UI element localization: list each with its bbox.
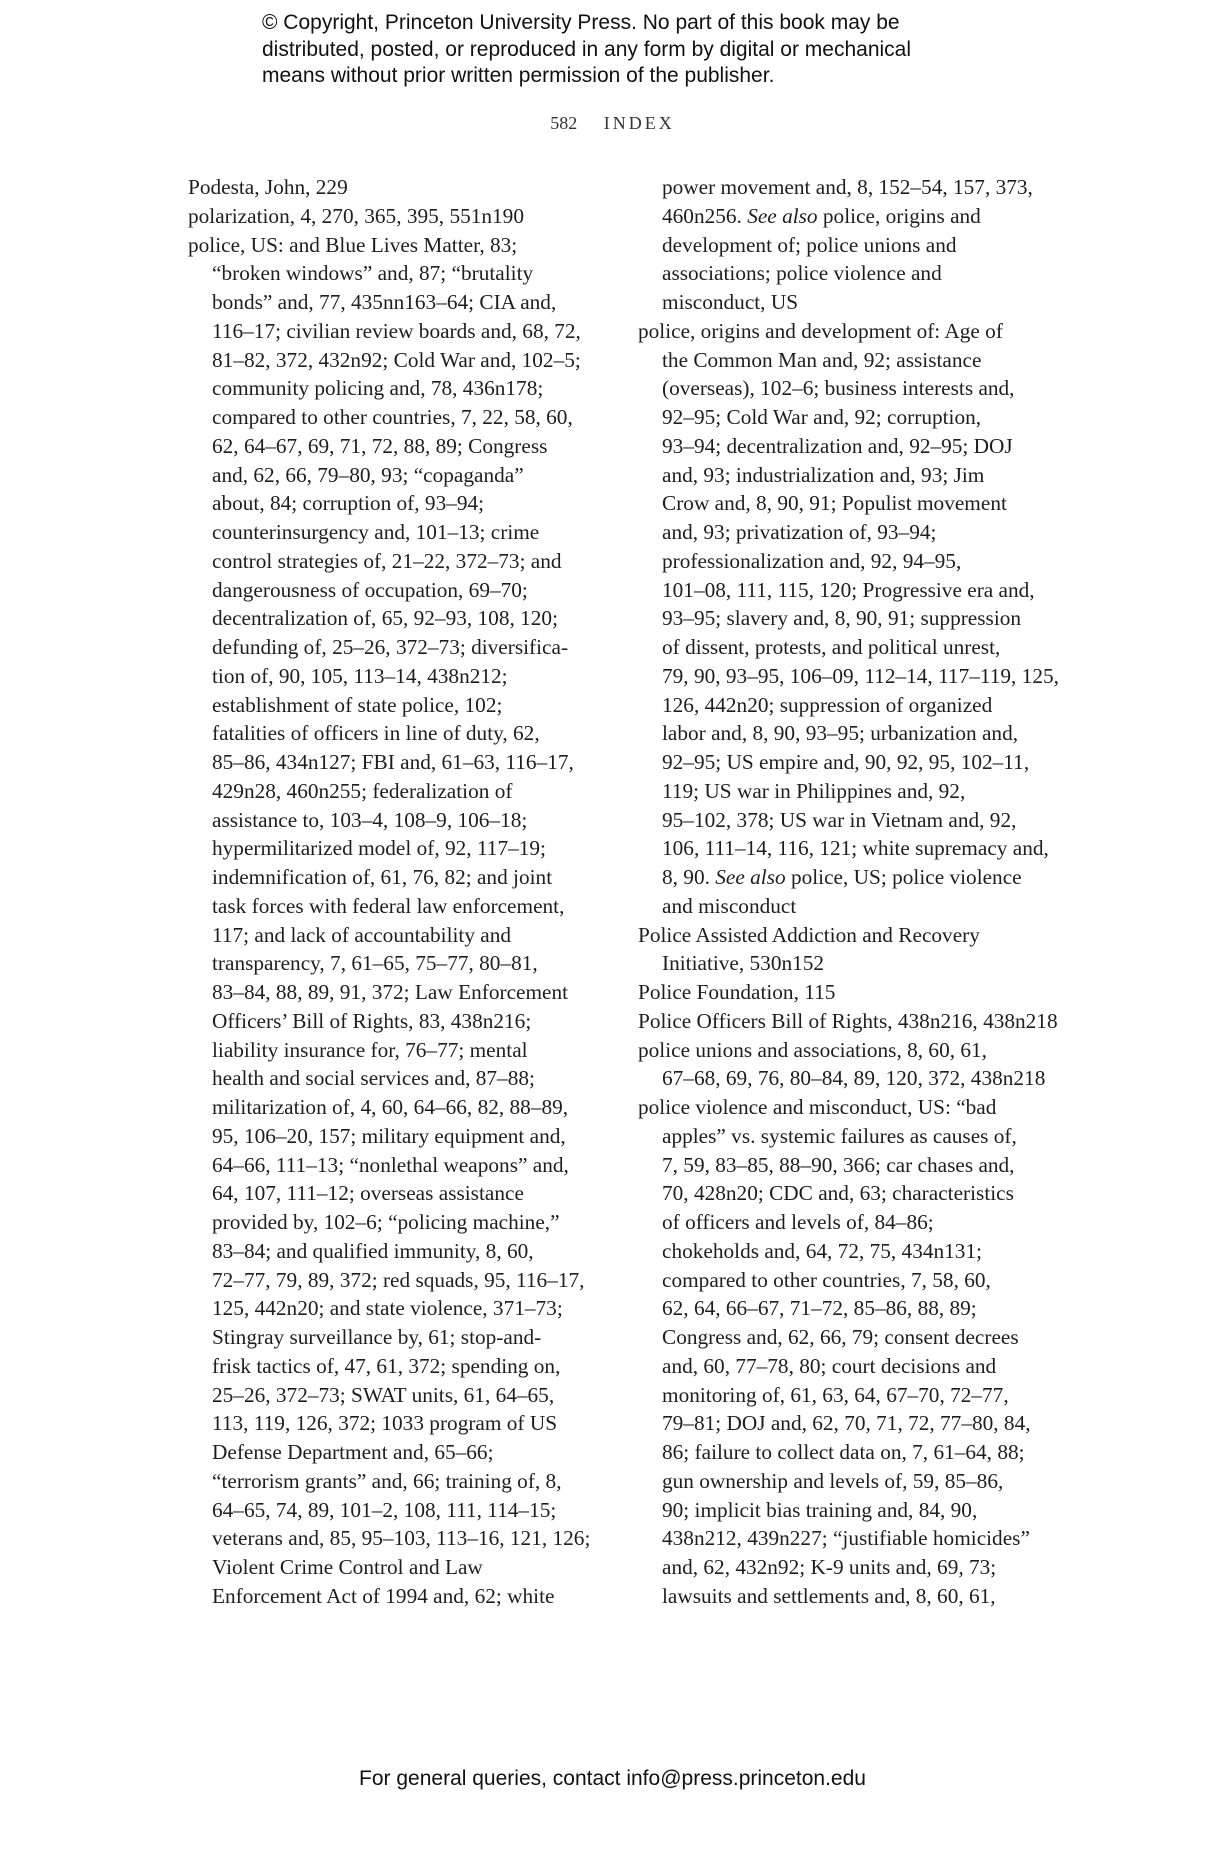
index-entry-line: hypermilitarized model of, 92, 117–19; xyxy=(212,836,546,861)
index-entry xyxy=(188,202,608,231)
index-entry-line: and, 62, 432n92; K-9 units and, 69, 73; xyxy=(662,1555,997,1579)
index-entry-line: liability insurance for, 76–77; mental xyxy=(212,1037,528,1062)
index-entry xyxy=(638,921,1068,979)
index-entry-line: 79, 90, 93–95, 106–09, 112–14, 117–119, 125, xyxy=(662,663,1059,688)
index-entry-line: labor and, 8, 90, 93–95; urbanization and, xyxy=(662,721,1019,746)
index-entry xyxy=(188,231,608,1611)
index-entry-line: the Common Man and, 92; assistance xyxy=(662,347,982,372)
index-entry-line: indemnification of, 61, 76, 82; and joint xyxy=(212,865,553,889)
index-entry-line: (overseas), 102–6; business interests and, xyxy=(662,376,1015,401)
index-entry-line: 90; implicit bias training and, 84, 90, xyxy=(662,1497,978,1522)
index-entry-line: chokeholds and, 64, 72, 75, 434n131; xyxy=(662,1238,983,1263)
index-entry-line: police, origins and development of: Age of xyxy=(638,318,1003,343)
index-entry-line: community policing and, 78, 436n178; xyxy=(212,376,544,401)
index-entry xyxy=(638,1007,1068,1036)
section-title: INDEX xyxy=(603,113,675,133)
copyright-line: means without prior written permission of the publisher. xyxy=(262,64,775,87)
index-entry-line: 106, 111–14, 116, 121; white supremacy and, xyxy=(662,836,1049,861)
index-entry-line: bonds” and, 77, 435nn163–64; CIA and, xyxy=(212,290,557,314)
index-entry-line: misconduct, US xyxy=(662,290,799,314)
index-entry-line: Police Foundation, 115 xyxy=(638,980,836,1004)
index-entry-line: of dissent, protests, and political unrest, xyxy=(662,635,1001,659)
index-entry-line: 25–26, 372–73; SWAT units, 61, 64–65, xyxy=(212,1382,555,1407)
index-entry-line: 126, 442n20; suppression of organized xyxy=(662,692,993,717)
copyright-line: distributed, posted, or reproduced in any form by digital or mechanical xyxy=(262,37,912,61)
index-column-right xyxy=(638,173,1068,1611)
index-entry-line: decentralization of, 65, 92–93, 108, 120; xyxy=(212,606,558,631)
index-entry-line: 438n212, 439n227; “justifiable homicides” xyxy=(662,1526,1030,1551)
footer-contact: For general queries, contact info@press.princeton.edu xyxy=(359,1767,866,1790)
index-entry-line: 86; failure to collect data on, 7, 61–64, 88; xyxy=(662,1440,1025,1464)
index-entry-line: gun ownership and levels of, 59, 85–86, xyxy=(662,1468,1004,1493)
index-entry-line: development of; police unions and xyxy=(662,232,957,257)
index-entry xyxy=(638,1093,1068,1611)
index-entry-line: health and social services and, 87–88; xyxy=(212,1066,535,1091)
index-entry-line: 92–95; US empire and, 90, 92, 95, 102–11, xyxy=(662,750,1030,774)
index-entry-continued xyxy=(638,173,1068,317)
index-entry-line: apples” vs. systemic failures as causes of, xyxy=(662,1123,1017,1148)
index-entry-line: compared to other countries, 7, 58, 60, xyxy=(662,1267,991,1292)
index-entry-line: Initiative, 530n152 xyxy=(662,951,825,976)
index-entry-line: 460n256. See also police, origins and xyxy=(662,203,981,228)
index-entry-line: about, 84; corruption of, 93–94; xyxy=(212,491,485,516)
index-entry-line: 8, 90. See also police, US; police violence xyxy=(662,865,1022,889)
index-entry-line: 92–95; Cold War and, 92; corruption, xyxy=(662,405,982,429)
index-entry-line: 101–08, 111, 115, 120; Progressive era and, xyxy=(662,577,1035,602)
index-entry-line: fatalities of officers in line of duty, 62, xyxy=(212,721,540,746)
index-entry-line: “terrorism grants” and, 66; training of, 8, xyxy=(212,1468,562,1493)
index-entry-line: and, 60, 77–78, 80; court decisions and xyxy=(662,1353,997,1378)
index-entry-line: 7, 59, 83–85, 88–90, 366; car chases and, xyxy=(662,1152,1015,1177)
index-entry-line: 93–94; decentralization and, 92–95; DOJ xyxy=(662,433,1013,458)
index-entry-line: Stingray surveillance by, 61; stop-and- xyxy=(212,1325,542,1349)
index-entry-line: assistance to, 103–4, 108–9, 106–18; xyxy=(212,807,528,832)
index-entry-line: “broken windows” and, 87; “brutality xyxy=(212,261,534,286)
index-entry-line: Podesta, John, 229 xyxy=(188,175,348,199)
index-entry-line: veterans and, 85, 95–103, 113–16, 121, 126; xyxy=(212,1526,591,1551)
index-entry-line: Police Assisted Addiction and Recovery xyxy=(638,922,980,947)
index-entry-line: militarization of, 4, 60, 64–66, 82, 88–89, xyxy=(212,1095,569,1119)
index-entry-line: 64–65, 74, 89, 101–2, 108, 111, 114–15; xyxy=(212,1497,557,1522)
index-column-left xyxy=(188,173,608,1611)
index-entry-line: polarization, 4, 270, 365, 395, 551n190 xyxy=(188,203,524,228)
index-entry-line: Crow and, 8, 90, 91; Populist movement xyxy=(662,491,1007,516)
index-entry-line: police unions and associations, 8, 60, 61, xyxy=(638,1037,987,1062)
index-entry-line: Violent Crime Control and Law xyxy=(212,1555,483,1579)
index-entry-line: 64, 107, 111–12; overseas assistance xyxy=(212,1181,524,1206)
index-entry-line: 95–102, 378; US war in Vietnam and, 92, xyxy=(662,807,1017,832)
index-entry-line: monitoring of, 61, 63, 64, 67–70, 72–77, xyxy=(662,1382,1009,1407)
index-entry-line: 64–66, 111–13; “nonlethal weapons” and, xyxy=(212,1152,569,1177)
index-entry-line: professionalization and, 92, 94–95, xyxy=(662,548,962,573)
index-entry-line: 119; US war in Philippines and, 92, xyxy=(662,778,966,803)
index-entry-line: police violence and misconduct, US: “bad xyxy=(638,1095,997,1119)
index-entry-line: and, 93; industrialization and, 93; Jim xyxy=(662,462,985,487)
index-entry-line: 70, 428n20; CDC and, 63; characteristics xyxy=(662,1181,1014,1206)
index-entry xyxy=(638,978,1068,1007)
index-entry-line: 62, 64–67, 69, 71, 72, 88, 89; Congress xyxy=(212,433,548,458)
index-entry-line: Defense Department and, 65–66; xyxy=(212,1440,494,1464)
index-entry-line: and misconduct xyxy=(662,893,797,918)
index-entry-line: 116–17; civilian review boards and, 68, 72, xyxy=(212,318,581,343)
index-entry-line: provided by, 102–6; “policing machine,” xyxy=(212,1210,560,1234)
index-entry-line: frisk tactics of, 47, 61, 372; spending on, xyxy=(212,1353,561,1378)
index-entry-line: 72–77, 79, 89, 372; red squads, 95, 116–17, xyxy=(212,1267,585,1292)
index-entry-line: control strategies of, 21–22, 372–73; and xyxy=(212,548,562,573)
index-entry-line: Officers’ Bill of Rights, 83, 438n216; xyxy=(212,1008,532,1033)
index-entry-line: 125, 442n20; and state violence, 371–73; xyxy=(212,1296,563,1321)
page-number: 582 xyxy=(550,113,578,133)
index-entry xyxy=(638,1036,1068,1094)
index-entry-line: Police Officers Bill of Rights, 438n216, 438n218 xyxy=(638,1008,1058,1033)
index-entry-line: 79–81; DOJ and, 62, 70, 71, 72, 77–80, 84, xyxy=(662,1411,1031,1436)
index-entry-line: transparency, 7, 61–65, 75–77, 80–81, xyxy=(212,951,538,976)
running-head xyxy=(0,113,1225,134)
index-entry-line: 81–82, 372, 432n92; Cold War and, 102–5; xyxy=(212,347,581,372)
copyright-notice xyxy=(262,10,1022,90)
index-entry-line: 83–84, 88, 89, 91, 372; Law Enforcement xyxy=(212,980,569,1004)
index-entry-line: power movement and, 8, 152–54, 157, 373, xyxy=(662,175,1033,199)
index-entry-line: Congress and, 62, 66, 79; consent decrees xyxy=(662,1325,1019,1349)
index-entry-line: task forces with federal law enforcement, xyxy=(212,893,565,918)
index-entry-line: 85–86, 434n127; FBI and, 61–63, 116–17, xyxy=(212,750,574,774)
index-entry-line: associations; police violence and xyxy=(662,261,942,286)
index-entry-line: dangerousness of occupation, 69–70; xyxy=(212,577,528,602)
index-entry-line: 83–84; and qualified immunity, 8, 60, xyxy=(212,1238,534,1263)
index-entry-line: and, 62, 66, 79–80, 93; “copaganda” xyxy=(212,462,524,487)
index-entry-line: counterinsurgency and, 101–13; crime xyxy=(212,520,540,544)
index-entry-line: establishment of state police, 102; xyxy=(212,692,503,717)
index-entry-line: 93–95; slavery and, 8, 90, 91; suppression xyxy=(662,606,1022,631)
index-entry-line: tion of, 90, 105, 113–14, 438n212; xyxy=(212,663,508,688)
index-entry xyxy=(188,173,608,202)
index-entry-line: 95, 106–20, 157; military equipment and, xyxy=(212,1123,566,1148)
index-entry-line: defunding of, 25–26, 372–73; diversifica- xyxy=(212,635,569,659)
index-entry-line: 113, 119, 126, 372; 1033 program of US xyxy=(212,1411,558,1436)
copyright-line: © Copyright, Princeton University Press. No part of this book may be xyxy=(262,11,900,34)
index-entry-line: and, 93; privatization of, 93–94; xyxy=(662,520,937,544)
index-entry-line: Enforcement Act of 1994 and, 62; white xyxy=(212,1583,555,1608)
index-entry-line: of officers and levels of, 84–86; xyxy=(662,1210,934,1234)
index-entry-line: lawsuits and settlements and, 8, 60, 61, xyxy=(662,1583,996,1608)
index-entry xyxy=(638,317,1068,921)
index-entry-line: compared to other countries, 7, 22, 58, 60, xyxy=(212,405,573,429)
index-entry-line: police, US: and Blue Lives Matter, 83; xyxy=(188,232,518,257)
index-entry-line: 429n28, 460n255; federalization of xyxy=(212,778,513,803)
index-entry-line: 62, 64, 66–67, 71–72, 85–86, 88, 89; xyxy=(662,1296,977,1321)
index-entry-line: 117; and lack of accountability and xyxy=(212,922,512,947)
index-entry-line: 67–68, 69, 76, 80–84, 89, 120, 372, 438n218 xyxy=(662,1066,1046,1091)
